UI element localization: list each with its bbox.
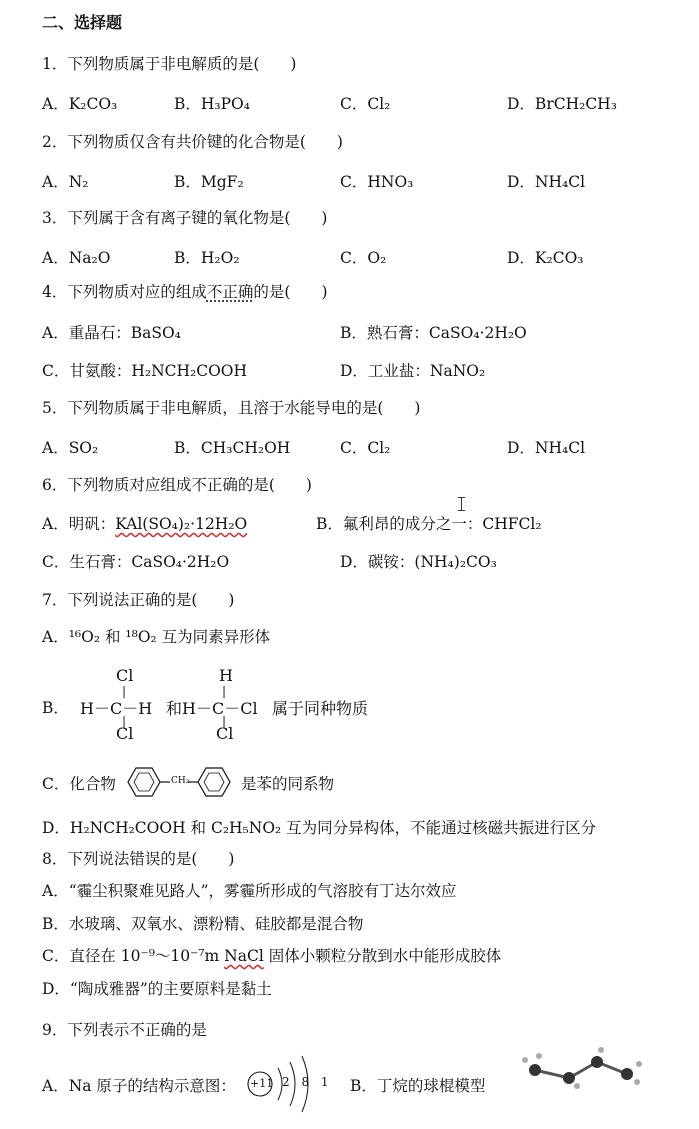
q5-option-d: D．NH₄Cl (507, 439, 586, 457)
q7-option-b-structures (76, 666, 376, 746)
q2-option-a: A．N₂ (42, 173, 89, 191)
mol2-bond-top: | (222, 684, 227, 698)
q4-stem (42, 280, 328, 302)
q7-stem: 7．下列说法正确的是( ) (42, 591, 235, 609)
q4-option-c: C．甘氨酸：H₂NCH₂COOH (42, 362, 248, 380)
na-nucleus-label: +11 (250, 1077, 274, 1090)
q8-option-c-pre: C．直径在 10⁻⁹～10⁻⁷m (42, 947, 225, 965)
mol2-mid-chain: H－C－Cl (182, 699, 258, 718)
q3-option-b: B．H₂O₂ (174, 249, 240, 267)
q3-option-a: A．Na₂O (42, 249, 111, 267)
q5-option-a: A．SO₂ (42, 439, 99, 457)
mol2-bottom-atom: Cl (216, 724, 234, 743)
q7-option-a: A．¹⁶O₂ 和 ¹⁸O₂ 互为同素异形体 (42, 628, 271, 646)
q7-option-d: D．H₂NCH₂COOH 和 C₂H₅NO₂ 互为同分异构体，不能通过核磁共振进行区分 (42, 819, 597, 837)
q1-option-b: B．H₃PO₄ (174, 95, 250, 113)
q1-stem: 1．下列物质属于非电解质的是( ) (42, 55, 297, 73)
mol1-mid-chain: H－C－H (80, 699, 153, 718)
q6-option-d: D．碳铵：(NH₄)₂CO₃ (340, 553, 497, 571)
q2-option-d: D．NH₄Cl (507, 173, 586, 191)
q7-b-tail: 属于同种物质 (272, 699, 369, 718)
q8-option-d: D．“陶成雅器”的主要原料是黏土 (42, 980, 272, 998)
text-cursor-icon (461, 497, 462, 511)
mol2-bond-bottom: | (222, 714, 227, 728)
q4-stem-emphasis: 不正确 (206, 283, 254, 301)
q8-option-b: B．水玻璃、双氧水、漂粉精、硅胶都是混合物 (42, 915, 364, 933)
q4-option-b: B．熟石膏：CaSO₄·2H₂O (340, 324, 527, 342)
section-title: 二、选择题 (42, 13, 123, 32)
q4-option-d: D．工业盐：NaNO₂ (340, 362, 486, 380)
q6-option-a (42, 512, 247, 534)
q8-option-c-nacl: NaCl (224, 947, 264, 965)
q6-option-b: B．氟利昂的成分之一：CHFCl₂ (316, 515, 542, 533)
q9-option-b: B．丁烷的球棍模型 (350, 1077, 486, 1095)
ch2-link-label: CH₂ (171, 776, 190, 786)
q2-option-c: C．HNO₃ (340, 173, 414, 191)
butane-ball-stick-model-icon (515, 1048, 655, 1088)
mol1-top-atom: Cl (116, 666, 134, 685)
q2-option-b: B．MgF₂ (174, 173, 244, 191)
na-shell-counts: 2 8 1 (282, 1075, 333, 1089)
q3-stem: 3．下列属于含有离子键的氧化物是( ) (42, 209, 328, 227)
mol1-bond-top: | (122, 684, 127, 698)
q4-option-a: A．重晶石：BaSO₄ (42, 324, 181, 342)
q6-option-a-label: A．明矾： (42, 515, 116, 533)
q8-option-a: A．“霾尘积聚难见路人”，雾霾所形成的气溶胶有丁达尔效应 (42, 882, 457, 900)
q9-stem: 9．下列表示不正确的是 (42, 1021, 207, 1039)
q1-option-d: D．BrCH₂CH₃ (507, 95, 617, 113)
q4-stem-pre: 4．下列物质对应的组成 (42, 283, 207, 301)
mol1-bond-bottom: | (122, 714, 127, 728)
q5-option-b: B．CH₃CH₂OH (174, 439, 291, 457)
q5-stem: 5．下列物质属于非电解质，且溶于水能导电的是( ) (42, 399, 421, 417)
q8-option-c-post: 固体小颗粒分散到水中能形成胶体 (263, 947, 502, 965)
q3-option-c: C．O₂ (340, 249, 387, 267)
mol2-top-atom: H (219, 666, 233, 685)
q1-option-c: C．Cl₂ (340, 95, 391, 113)
q6-option-a-formula: KAl(SO₄)₂·12H₂O (115, 515, 248, 533)
q5-option-c: C．Cl₂ (340, 439, 391, 457)
q7-option-c-tail: 是苯的同系物 (241, 775, 335, 793)
q7-option-b-label: B． (42, 699, 69, 717)
q6-stem: 6．下列物质对应组成不正确的是( ) (42, 476, 312, 494)
q2-stem: 2．下列物质仅含有共价键的化合物是( ) (42, 133, 343, 151)
q8-option-c (42, 944, 501, 966)
q8-stem: 8．下列说法错误的是( ) (42, 850, 235, 868)
mol1-bottom-atom: Cl (116, 724, 134, 743)
q4-stem-post: 的是( ) (253, 283, 328, 301)
q6-option-c: C．生石膏：CaSO₄·2H₂O (42, 553, 230, 571)
q1-option-a: A．K₂CO₃ (42, 95, 118, 113)
q7-b-and: 和 (166, 699, 183, 718)
q3-option-d: D．K₂CO₃ (507, 249, 584, 267)
q7-option-c-pre: C．化合物 (42, 775, 116, 793)
q9-option-a: A．Na 原子的结构示意图： (42, 1077, 236, 1095)
